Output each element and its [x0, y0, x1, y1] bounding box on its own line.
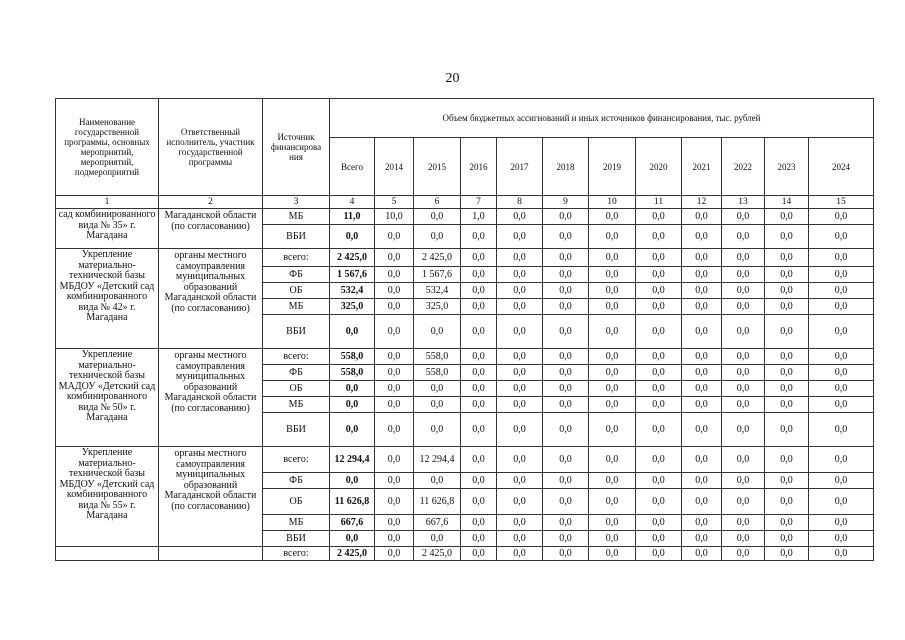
value-cell: 0,0 — [589, 225, 636, 249]
funding-source: МБ — [263, 299, 330, 315]
funding-source: всего: — [263, 547, 330, 561]
measure-name: Укрепление материально-технической базы МБДОУ «Детский сад комбинированного вида № 42» г. Магадана — [56, 249, 159, 349]
value-cell: 325,0 — [414, 299, 461, 315]
value-cell: 0,0 — [375, 397, 414, 413]
value-cell: 0,0 — [765, 283, 809, 299]
column-number: 14 — [765, 196, 809, 209]
executor-name: органы местного самоуправления муниципальных образований Магаданской области (по согласованию) — [159, 447, 263, 547]
value-cell: 0,0 — [722, 267, 765, 283]
year-header: 2018 — [543, 138, 589, 196]
value-cell: 0,0 — [589, 249, 636, 267]
value-cell: 0,0 — [722, 515, 765, 531]
value-cell: 0,0 — [682, 531, 722, 547]
value-cell: 0,0 — [636, 209, 682, 225]
column-number: 2 — [159, 196, 263, 209]
value-cell: 0,0 — [636, 225, 682, 249]
value-cell: 558,0 — [414, 349, 461, 365]
value-cell: 1 567,6 — [414, 267, 461, 283]
value-cell: 0,0 — [461, 447, 497, 473]
value-cell: 0,0 — [809, 225, 874, 249]
value-cell: 11 626,8 — [414, 489, 461, 515]
value-cell: 0,0 — [636, 515, 682, 531]
value-cell: 0,0 — [636, 315, 682, 349]
value-cell: 0,0 — [330, 531, 375, 547]
value-cell: 0,0 — [809, 447, 874, 473]
value-cell: 0,0 — [682, 349, 722, 365]
value-cell: 0,0 — [722, 447, 765, 473]
year-header: 2022 — [722, 138, 765, 196]
value-cell: 0,0 — [636, 299, 682, 315]
funding-source: ВБИ — [263, 413, 330, 447]
value-cell: 0,0 — [375, 283, 414, 299]
value-cell: 0,0 — [722, 381, 765, 397]
value-cell: 0,0 — [330, 225, 375, 249]
year-header: 2021 — [682, 138, 722, 196]
value-cell: 2 425,0 — [414, 249, 461, 267]
value-cell: 0,0 — [809, 349, 874, 365]
value-cell: 0,0 — [722, 283, 765, 299]
value-cell: 0,0 — [589, 489, 636, 515]
value-cell: 0,0 — [330, 473, 375, 489]
value-cell: 0,0 — [682, 299, 722, 315]
value-cell: 0,0 — [461, 299, 497, 315]
value-cell: 0,0 — [765, 531, 809, 547]
value-cell: 0,0 — [765, 447, 809, 473]
value-cell: 2 425,0 — [330, 547, 375, 561]
value-cell: 0,0 — [809, 473, 874, 489]
value-cell: 0,0 — [414, 413, 461, 447]
value-cell: 0,0 — [497, 413, 543, 447]
value-cell: 0,0 — [589, 267, 636, 283]
value-cell: 0,0 — [543, 299, 589, 315]
value-cell: 0,0 — [682, 473, 722, 489]
value-cell: 2 425,0 — [330, 249, 375, 267]
header-executor: Ответственный исполнитель, участник государственной программы — [159, 99, 263, 196]
column-number: 12 — [682, 196, 722, 209]
value-cell: 0,0 — [809, 267, 874, 283]
value-cell: 0,0 — [497, 209, 543, 225]
value-cell: 0,0 — [543, 381, 589, 397]
value-cell: 0,0 — [682, 489, 722, 515]
value-cell: 0,0 — [589, 381, 636, 397]
funding-source: МБ — [263, 209, 330, 225]
value-cell: 558,0 — [330, 365, 375, 381]
year-header: Всего — [330, 138, 375, 196]
value-cell: 0,0 — [543, 365, 589, 381]
year-header: 2024 — [809, 138, 874, 196]
value-cell: 0,0 — [809, 489, 874, 515]
value-cell: 0,0 — [589, 283, 636, 299]
value-cell: 0,0 — [589, 547, 636, 561]
value-cell: 0,0 — [765, 249, 809, 267]
value-cell: 0,0 — [414, 381, 461, 397]
value-cell: 0,0 — [497, 299, 543, 315]
value-cell: 0,0 — [682, 413, 722, 447]
value-cell: 0,0 — [765, 547, 809, 561]
value-cell: 0,0 — [722, 397, 765, 413]
value-cell: 0,0 — [543, 267, 589, 283]
value-cell: 0,0 — [682, 315, 722, 349]
value-cell: 0,0 — [414, 225, 461, 249]
value-cell: 0,0 — [375, 249, 414, 267]
value-cell: 0,0 — [809, 515, 874, 531]
value-cell: 0,0 — [461, 515, 497, 531]
value-cell: 0,0 — [636, 267, 682, 283]
value-cell: 0,0 — [461, 397, 497, 413]
value-cell: 0,0 — [636, 489, 682, 515]
value-cell: 0,0 — [809, 547, 874, 561]
funding-source: ОБ — [263, 489, 330, 515]
value-cell: 0,0 — [497, 365, 543, 381]
value-cell: 0,0 — [722, 249, 765, 267]
value-cell: 0,0 — [765, 473, 809, 489]
header-source: Источник финансирова ния — [263, 99, 330, 196]
value-cell: 0,0 — [765, 267, 809, 283]
value-cell: 1 567,6 — [330, 267, 375, 283]
value-cell: 0,0 — [682, 397, 722, 413]
value-cell: 0,0 — [375, 447, 414, 473]
value-cell: 0,0 — [722, 547, 765, 561]
table-row — [56, 547, 874, 561]
value-cell: 12 294,4 — [330, 447, 375, 473]
value-cell: 0,0 — [461, 489, 497, 515]
value-cell: 0,0 — [330, 397, 375, 413]
value-cell: 0,0 — [722, 299, 765, 315]
value-cell: 0,0 — [636, 397, 682, 413]
value-cell: 0,0 — [589, 315, 636, 349]
value-cell: 0,0 — [497, 381, 543, 397]
value-cell: 0,0 — [636, 473, 682, 489]
column-number: 15 — [809, 196, 874, 209]
value-cell: 0,0 — [722, 225, 765, 249]
value-cell: 0,0 — [375, 547, 414, 561]
column-number: 9 — [543, 196, 589, 209]
value-cell: 0,0 — [589, 365, 636, 381]
value-cell: 0,0 — [636, 283, 682, 299]
funding-source: ОБ — [263, 283, 330, 299]
value-cell: 0,0 — [636, 349, 682, 365]
value-cell: 0,0 — [375, 381, 414, 397]
column-number: 1 — [56, 196, 159, 209]
value-cell: 0,0 — [765, 299, 809, 315]
value-cell: 0,0 — [543, 447, 589, 473]
value-cell: 0,0 — [636, 413, 682, 447]
value-cell: 0,0 — [497, 267, 543, 283]
executor-name: Магаданской области (по согласованию) — [159, 209, 263, 249]
value-cell: 0,0 — [375, 531, 414, 547]
value-cell: 558,0 — [414, 365, 461, 381]
value-cell: 0,0 — [543, 315, 589, 349]
value-cell: 0,0 — [375, 473, 414, 489]
year-header: 2016 — [461, 138, 497, 196]
value-cell: 0,0 — [543, 397, 589, 413]
value-cell: 0,0 — [722, 531, 765, 547]
year-header: 2019 — [589, 138, 636, 196]
header-name: Наименование государственной программы, основных мероприятий, мероприятий, подмероприятий — [56, 99, 159, 196]
value-cell: 0,0 — [375, 365, 414, 381]
value-cell: 0,0 — [497, 283, 543, 299]
value-cell: 0,0 — [765, 209, 809, 225]
value-cell: 0,0 — [497, 225, 543, 249]
value-cell: 0,0 — [497, 489, 543, 515]
funding-source: ВБИ — [263, 315, 330, 349]
funding-source: всего: — [263, 447, 330, 473]
value-cell: 0,0 — [543, 225, 589, 249]
funding-source: всего: — [263, 349, 330, 365]
value-cell: 0,0 — [589, 397, 636, 413]
value-cell: 0,0 — [497, 249, 543, 267]
value-cell: 0,0 — [722, 209, 765, 225]
value-cell: 0,0 — [636, 531, 682, 547]
measure-name: Укрепление материально-технической базы МАДОУ «Детский сад комбинированного вида № 50» г. Магадана — [56, 349, 159, 447]
value-cell: 0,0 — [461, 249, 497, 267]
value-cell: 0,0 — [543, 283, 589, 299]
value-cell: 0,0 — [765, 489, 809, 515]
value-cell: 0,0 — [765, 515, 809, 531]
value-cell: 0,0 — [497, 349, 543, 365]
value-cell: 0,0 — [765, 413, 809, 447]
value-cell: 11,0 — [330, 209, 375, 225]
value-cell: 0,0 — [682, 547, 722, 561]
value-cell: 0,0 — [765, 225, 809, 249]
column-number: 10 — [589, 196, 636, 209]
executor-name — [159, 547, 263, 561]
value-cell: 0,0 — [375, 515, 414, 531]
year-header: 2023 — [765, 138, 809, 196]
column-number: 6 — [414, 196, 461, 209]
value-cell: 0,0 — [461, 365, 497, 381]
value-cell: 0,0 — [543, 531, 589, 547]
column-number: 7 — [461, 196, 497, 209]
value-cell: 532,4 — [330, 283, 375, 299]
measure-name — [56, 547, 159, 561]
value-cell: 0,0 — [330, 315, 375, 349]
value-cell: 0,0 — [636, 381, 682, 397]
value-cell: 0,0 — [461, 267, 497, 283]
value-cell: 10,0 — [375, 209, 414, 225]
value-cell: 0,0 — [414, 315, 461, 349]
value-cell: 0,0 — [543, 413, 589, 447]
value-cell: 0,0 — [543, 349, 589, 365]
header-volume: Объем бюджетных ассигнований и иных источников финансирования, тыс. рублей — [330, 99, 874, 138]
funding-source: ВБИ — [263, 531, 330, 547]
column-number: 3 — [263, 196, 330, 209]
value-cell: 0,0 — [375, 225, 414, 249]
value-cell: 0,0 — [682, 515, 722, 531]
value-cell: 0,0 — [375, 413, 414, 447]
budget-table — [55, 98, 874, 561]
measure-name: Укрепление материально-технической базы МБДОУ «Детский сад комбинированного вида № 55» г. Магадана — [56, 447, 159, 547]
value-cell: 0,0 — [765, 365, 809, 381]
value-cell: 0,0 — [414, 531, 461, 547]
value-cell: 0,0 — [636, 249, 682, 267]
executor-name: органы местного самоуправления муниципальных образований Магаданской области (по согласованию) — [159, 249, 263, 349]
value-cell: 0,0 — [461, 381, 497, 397]
funding-source: МБ — [263, 515, 330, 531]
measure-name: сад комбинированного вида № 35» г. Магадана — [56, 209, 159, 249]
value-cell: 0,0 — [809, 531, 874, 547]
value-cell: 0,0 — [497, 315, 543, 349]
value-cell: 0,0 — [461, 225, 497, 249]
page-number: 20 — [445, 71, 460, 86]
value-cell: 0,0 — [375, 315, 414, 349]
value-cell: 0,0 — [589, 349, 636, 365]
value-cell: 0,0 — [330, 413, 375, 447]
value-cell: 0,0 — [809, 381, 874, 397]
value-cell: 0,0 — [461, 315, 497, 349]
executor-name: органы местного самоуправления муниципальных образований Магаданской области (по согласованию) — [159, 349, 263, 447]
value-cell: 0,0 — [461, 413, 497, 447]
value-cell: 0,0 — [589, 447, 636, 473]
column-number: 13 — [722, 196, 765, 209]
value-cell: 0,0 — [589, 473, 636, 489]
year-header: 2014 — [375, 138, 414, 196]
value-cell: 0,0 — [497, 473, 543, 489]
value-cell: 558,0 — [330, 349, 375, 365]
value-cell: 0,0 — [461, 283, 497, 299]
column-number: 8 — [497, 196, 543, 209]
value-cell: 0,0 — [636, 365, 682, 381]
table-row — [56, 447, 874, 473]
value-cell: 0,0 — [809, 209, 874, 225]
value-cell: 0,0 — [589, 413, 636, 447]
value-cell: 0,0 — [636, 447, 682, 473]
value-cell: 0,0 — [497, 515, 543, 531]
funding-source: ФБ — [263, 365, 330, 381]
value-cell: 0,0 — [809, 397, 874, 413]
column-number: 11 — [636, 196, 682, 209]
value-cell: 0,0 — [682, 267, 722, 283]
value-cell: 0,0 — [375, 299, 414, 315]
value-cell: 0,0 — [543, 489, 589, 515]
value-cell: 0,0 — [809, 365, 874, 381]
value-cell: 0,0 — [414, 397, 461, 413]
value-cell: 0,0 — [461, 531, 497, 547]
value-cell: 667,6 — [330, 515, 375, 531]
value-cell: 0,0 — [461, 473, 497, 489]
funding-source: ОБ — [263, 381, 330, 397]
value-cell: 532,4 — [414, 283, 461, 299]
value-cell: 0,0 — [682, 225, 722, 249]
value-cell: 0,0 — [765, 381, 809, 397]
value-cell: 0,0 — [722, 349, 765, 365]
funding-source: ФБ — [263, 473, 330, 489]
value-cell: 0,0 — [809, 315, 874, 349]
value-cell: 0,0 — [543, 209, 589, 225]
value-cell: 0,0 — [461, 349, 497, 365]
value-cell: 0,0 — [722, 315, 765, 349]
year-header: 2015 — [414, 138, 461, 196]
value-cell: 0,0 — [765, 349, 809, 365]
value-cell: 0,0 — [682, 209, 722, 225]
value-cell: 0,0 — [809, 299, 874, 315]
column-number: 5 — [375, 196, 414, 209]
value-cell: 0,0 — [722, 365, 765, 381]
value-cell: 12 294,4 — [414, 447, 461, 473]
value-cell: 0,0 — [375, 267, 414, 283]
value-cell: 667,6 — [414, 515, 461, 531]
value-cell: 0,0 — [636, 547, 682, 561]
funding-source: ФБ — [263, 267, 330, 283]
value-cell: 2 425,0 — [414, 547, 461, 561]
value-cell: 0,0 — [543, 473, 589, 489]
table-row — [56, 349, 874, 365]
value-cell: 0,0 — [461, 547, 497, 561]
value-cell: 0,0 — [722, 413, 765, 447]
value-cell: 0,0 — [543, 547, 589, 561]
value-cell: 0,0 — [589, 299, 636, 315]
value-cell: 0,0 — [375, 489, 414, 515]
value-cell: 0,0 — [809, 413, 874, 447]
table-row — [56, 209, 874, 225]
value-cell: 0,0 — [543, 249, 589, 267]
table-row — [56, 249, 874, 267]
value-cell: 0,0 — [330, 381, 375, 397]
funding-source: всего: — [263, 249, 330, 267]
funding-source: ВБИ — [263, 225, 330, 249]
value-cell: 0,0 — [682, 365, 722, 381]
value-cell: 0,0 — [375, 349, 414, 365]
value-cell: 0,0 — [497, 447, 543, 473]
value-cell: 1,0 — [461, 209, 497, 225]
value-cell: 0,0 — [765, 315, 809, 349]
value-cell: 0,0 — [543, 515, 589, 531]
value-cell: 11 626,8 — [330, 489, 375, 515]
value-cell: 0,0 — [589, 515, 636, 531]
value-cell: 325,0 — [330, 299, 375, 315]
value-cell: 0,0 — [722, 473, 765, 489]
value-cell: 0,0 — [414, 473, 461, 489]
value-cell: 0,0 — [809, 283, 874, 299]
value-cell: 0,0 — [765, 397, 809, 413]
value-cell: 0,0 — [682, 283, 722, 299]
value-cell: 0,0 — [722, 489, 765, 515]
value-cell: 0,0 — [682, 249, 722, 267]
value-cell: 0,0 — [497, 547, 543, 561]
value-cell: 0,0 — [682, 447, 722, 473]
value-cell: 0,0 — [809, 249, 874, 267]
year-header: 2020 — [636, 138, 682, 196]
value-cell: 0,0 — [497, 397, 543, 413]
year-header: 2017 — [497, 138, 543, 196]
value-cell: 0,0 — [497, 531, 543, 547]
value-cell: 0,0 — [589, 531, 636, 547]
value-cell: 0,0 — [589, 209, 636, 225]
value-cell: 0,0 — [414, 209, 461, 225]
value-cell: 0,0 — [682, 381, 722, 397]
funding-source: МБ — [263, 397, 330, 413]
column-number: 4 — [330, 196, 375, 209]
